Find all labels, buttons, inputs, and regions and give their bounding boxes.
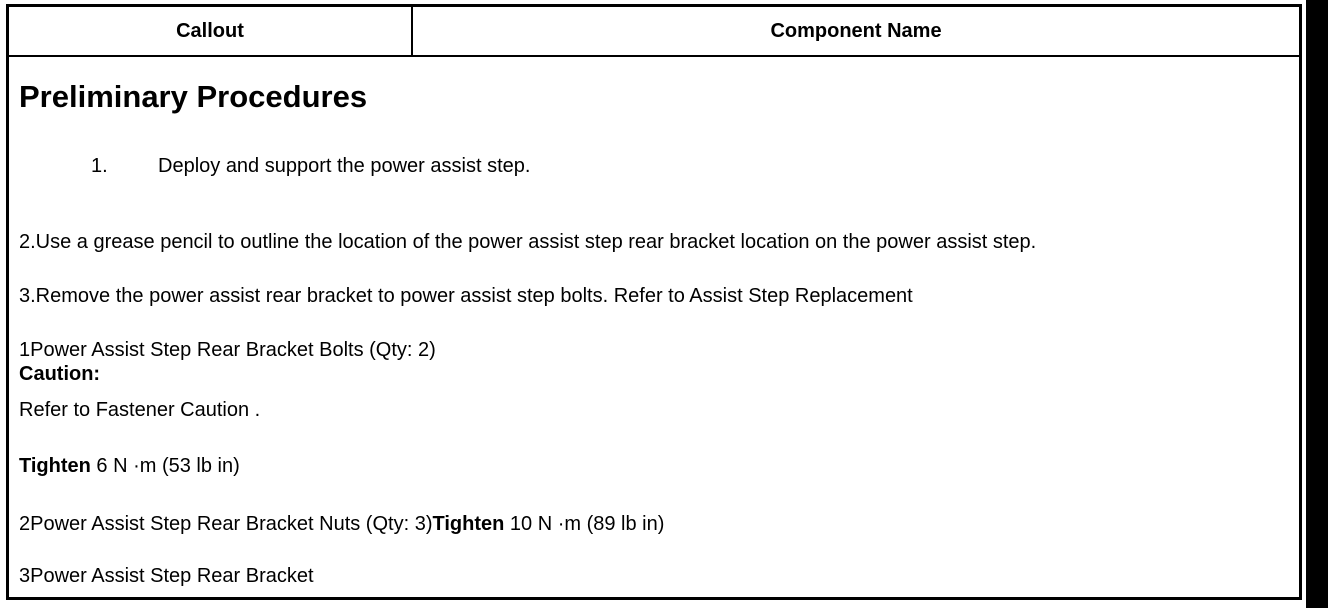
component-2-label: 2Power Assist Step Rear Bracket Nuts (Qty: 3) — [19, 513, 433, 535]
step-1-text: Deploy and support the power assist step. — [158, 155, 531, 177]
caution-text: Refer to Fastener Caution . — [19, 399, 261, 421]
caution-label: Caution: — [19, 363, 101, 385]
step-2-text: 2.Use a grease pencil to outline the location of the power assist step rear bracket location on the power assist step. — [19, 231, 1037, 253]
component-2-line — [19, 513, 664, 536]
tighten-label: Tighten — [432, 513, 505, 535]
section-title: Preliminary Procedures — [19, 79, 368, 114]
component-1-tighten — [19, 455, 240, 478]
step-3-text: 3.Remove the power assist rear bracket to power assist step bolts. Refer to Assist Step Replacement — [19, 285, 913, 307]
header-callout: Callout — [9, 7, 413, 55]
page-edge-bar — [1306, 0, 1328, 608]
table-header-row — [9, 7, 1299, 57]
component-1-label: 1Power Assist Step Rear Bracket Bolts (Qty: 2) — [19, 339, 436, 361]
tighten-value: 6 N ·m (53 lb in) — [90, 455, 240, 477]
procedure-table — [6, 4, 1302, 600]
step-1-number: 1. — [91, 155, 108, 177]
component-3-label: 3Power Assist Step Rear Bracket — [19, 565, 314, 587]
tighten-value: 10 N ·m (89 lb in) — [504, 513, 665, 535]
header-component-name: Component Name — [770, 20, 942, 42]
tighten-label: Tighten — [19, 455, 91, 477]
